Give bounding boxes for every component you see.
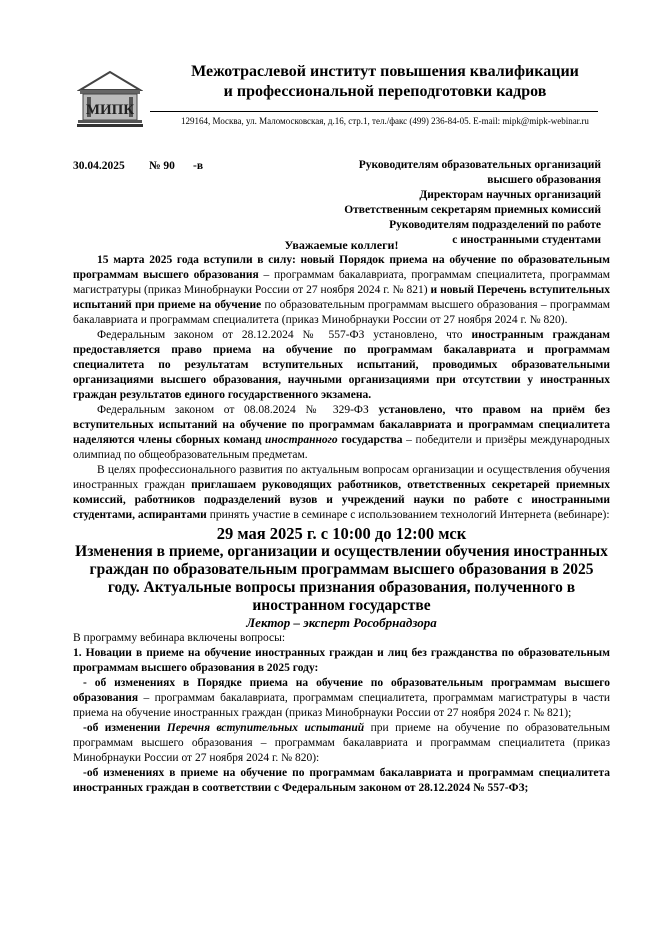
- paragraph-rules: 15 марта 2025 года вступили в силу: новый Порядок приема на обучение по образовательным программам высшего образования – программам бакалавриата, программам специалитета, программам магистратуры (приказ Минобрнауки России от 27 ноября 2024 г. № 821) и новый Перечень вступительных испытаний при приеме на обучение по образовательным программам высшего образования – программам бакалавриата и программам специалитета (приказ Минобрнауки России от 27 ноября 2024 г. № 820).: [73, 254, 611, 326]
- org-name-line2: и профессиональной переподготовки кадров: [223, 83, 547, 100]
- contact-address: 129164, Москва, ул. Маломосковская, д.16, стр.1, тел./факс (499) 236-84-05. E-mail: mipk@mipk-webinar.ru: [181, 116, 589, 126]
- document-date: 30.04.2025: [73, 160, 125, 172]
- event-title: Изменения в приеме, организации и осуществлении обучения иностранных граждан по образовательным программам высшего образования в 2025 году. Актуальные вопросы признания образования, полученного в иностранном государстве: [75, 543, 608, 614]
- addressees-block: [344, 158, 601, 248]
- document-suffix: -в: [193, 160, 204, 172]
- program-subitem-law-557: -об изменениях в приеме на обучение по программам бакалавриата и программам специалитета иностранных граждан в соответствии с Федеральным законом от 28.12.2024 № 557-ФЗ;: [73, 767, 610, 794]
- greeting: Уважаемые коллеги!: [284, 238, 399, 252]
- addressee-line: Руководителям образовательных организаций: [358, 159, 601, 171]
- addressee-line: Директорам научных организаций: [419, 189, 601, 201]
- letter-body: [73, 238, 610, 796]
- paragraph-invitation: В целях профессионального развития по актуальным вопросам организации и осуществления обучения иностранных граждан приглашаем руководящих работников, ответственных секретарей приемных комиссий, работников подразделений вузов и учреждений науки по работе с иностранными студентами, аспирантами принять участие в семинаре с использованием технологий Интернета (вебинаре):: [73, 464, 610, 521]
- logo-text: МИПК: [85, 102, 135, 118]
- event-lector: Лектор – эксперт Рособрнадзора: [246, 615, 437, 630]
- header-divider: [150, 111, 598, 112]
- paragraph-law-557: Федеральным законом от 28.12.2024 № 557-ФЗ установлено, что иностранным гражданам предоставляется право приема на обучение по программам бакалавриата и программам специалитета по результатам вступительных испытаний, проводимых образовательными организациями высшего образования, научными организациями при отсутствии у иностранных граждан результатов единого государственного экзамена.: [73, 329, 610, 401]
- program-item-1: 1. Новации в приеме на обучение иностранных граждан и лиц без гражданства по образовательным программам высшего образования в 2025 году:: [73, 647, 610, 674]
- addressee-line: Руководителям подразделений по работе: [389, 219, 601, 231]
- institute-logo: [77, 70, 143, 128]
- organization-name: [150, 62, 620, 102]
- program-subitem-order: - об изменениях в Порядке приема на обучение по образовательным программам высшего образования – программам бакалавриата, программам специалитета, программам магистратуры в части приема на обучение иностранных граждан (приказ Минобрнауки России от 27 ноября 2024 г. № 821);: [73, 677, 610, 719]
- addressee-line: с иностранными студентами: [452, 234, 601, 246]
- org-name-line1: Межотраслевой институт повышения квалификации: [191, 63, 579, 80]
- document-number: № 90: [149, 160, 175, 172]
- event-datetime: 29 мая 2025 г. с 10:00 до 12:00 мск: [216, 524, 467, 543]
- addressee-line: Ответственным секретарям приемных комиссий: [344, 204, 601, 216]
- program-intro: В программу вебинара включены вопросы:: [73, 632, 286, 644]
- addressee-line: высшего образования: [487, 174, 601, 186]
- paragraph-law-329: Федеральным законом от 08.08.2024 № 329-ФЗ установлено, что правом на приём без вступительных испытаний на обучение по программам бакалавриата и программам специалитета наделяются члены сборных команд иностранного государства – победители и призёры международных олимпиад по общеобразовательным предметам.: [73, 404, 611, 461]
- program-subitem-exams: -об изменении Перечня вступительных испытаний при приеме на обучение по образовательным программам высшего образования – программам бакалавриата и программам специалитета (приказ Минобрнауки России от 27 ноября 2024 г. № 820):: [73, 722, 610, 764]
